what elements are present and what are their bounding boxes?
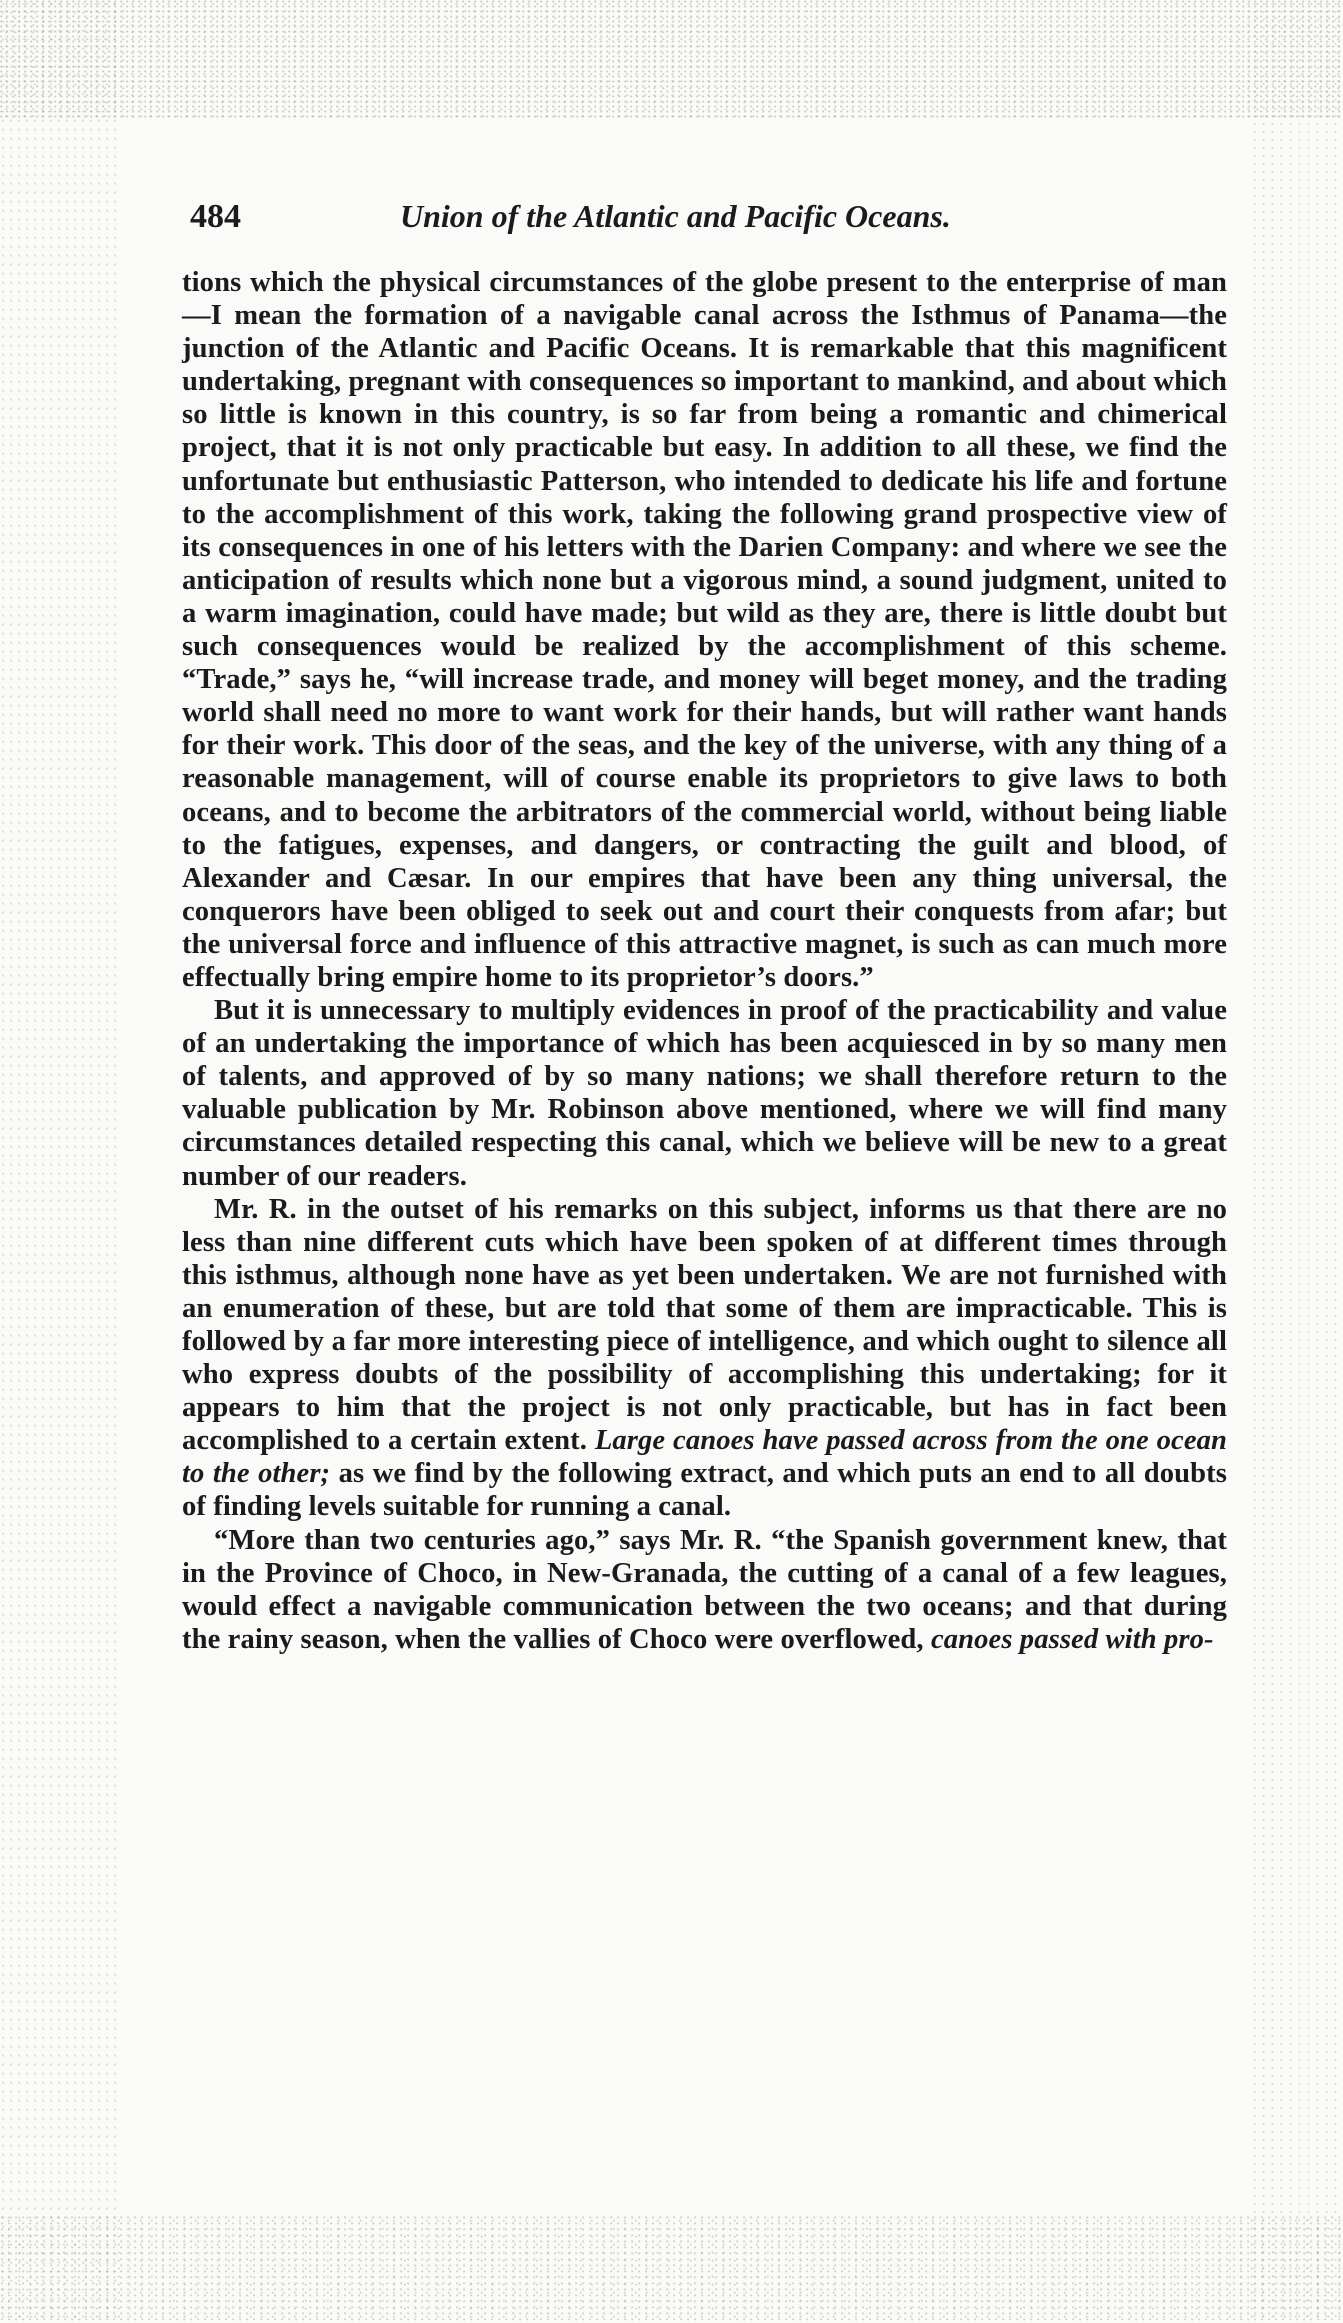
scan-noise-top (0, 0, 1343, 120)
paragraph-4-text: “More than two centuries ago,” says Mr. R. “the Spanish government knew, that in the Province of Choco, in New-Granada, the cutting of a canal of a few leagues, would effect a navigable communication between the two oceans; and that during the rainy season, when the vallies of Choco were overflowed, (182, 1524, 1227, 1655)
paragraph-3-italic: Large canoes have passed across from the one ocean to the other; (182, 1425, 1228, 1490)
page-header (190, 198, 1230, 244)
paragraph-4 (182, 1524, 1227, 1656)
paragraph-3-text-b: as we find by the following extract, and which puts an end to all doubts of finding levels suitable for running a canal. (182, 1458, 1227, 1523)
running-title: Union of the Atlantic and Pacific Oceans. (400, 198, 951, 234)
paragraph-3 (182, 1193, 1227, 1524)
body-text (182, 266, 1227, 1656)
scan-noise-bottom (0, 2215, 1343, 2323)
scan-noise-right (1250, 0, 1343, 2323)
scan-noise-left (0, 0, 120, 2323)
paragraph-1: tions which the physical circumstances of the globe present to the enterprise of man—I mean the formation of a navigable canal across the Isthmus of Panama—the junction of the Atlantic and Pacific Oceans. It is remarkable that this magnificent undertaking, pregnant with consequences so important to mankind, and about which so little is known in this country, is so far from being a romantic and chimerical project, that it is not only practicable but easy. In addition to all these, we find the unfortunate but enthusiastic Patterson, who intended to dedicate his life and fortune to the accomplishment of this work, taking the following grand prospective view of its consequences in one of his letters with the Darien Company: and where we see the anticipation of results which none but a vigorous mind, a sound judgment, united to a warm imagination, could have made; but wild as they are, there is little doubt but such consequences would be realized by the accomplishment of this scheme. “Trade,” says he, “will increase trade, and money will beget money, and the trading world shall need no more to want work for their hands, but will rather want hands for their work. This door of the seas, and the key of the universe, with any thing of a reasonable management, will of course enable its proprietors to give laws to both oceans, and to become the arbitrators of the commercial world, without being liable to the fatigues, expenses, and dangers, or contracting the guilt and blood, of Alexander and Cæsar. In our empires that have been any thing universal, the conquerors have been obliged to seek out and court their conquests from afar; but the universal force and influence of this attractive magnet, is such as can much more effectually bring empire home to its proprietor’s doors.” (182, 267, 1227, 993)
page-number: 484 (190, 198, 241, 235)
paragraph-3-text-a: Mr. R. in the outset of his remarks on this subject, informs us that there are no less than nine different cuts which have been spoken of at different times through this isthmus, although none have as yet been undertaken. We are not furnished with an enumeration of these, but are told that some of them are impracticable. This is followed by a far more interesting piece of intelligence, and which ought to silence all who express doubts of the possibility of accomplishing this undertaking; for it appears to him that the project is not only practicable, but has in fact been accomplished to a certain extent. (182, 1193, 1227, 1457)
paragraph-4-italic: canoes passed with pro- (930, 1623, 1214, 1655)
paragraph-2: But it is unnecessary to multiply evidences in proof of the practicability and value of an undertaking the importance of which has been acquiesced in by so many men of talents, and approved of by so many nations; we shall therefore return to the valuable publication by Mr. Robinson above mentioned, where we will find many circumstances detailed respecting this canal, which we believe will be new to a great number of our readers. (182, 995, 1227, 1192)
